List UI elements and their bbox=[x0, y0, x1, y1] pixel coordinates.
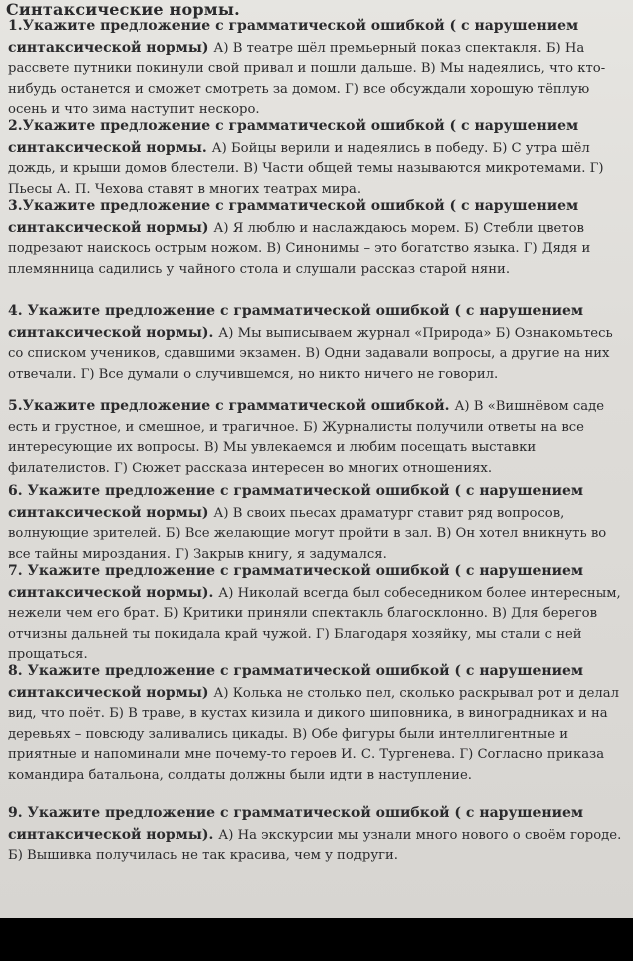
bottom-black-bar bbox=[0, 918, 633, 961]
task-answers: А) Бойцы верили и надеялись в победу. Б) С утра шёл дождь, и крыши домов блестели. В) Части общей темы называются микротемами. Г) Пьесы А. П. Чехова ставят в многих театрах мира. bbox=[8, 140, 604, 197]
task-question: 7. Укажите предложение с грамматической ошибкой ( с нарушением синтаксической нормы). bbox=[8, 563, 584, 601]
task-question: 1.Укажите предложение с грамматической ошибкой ( с нарушением синтаксической нормы) bbox=[8, 18, 579, 56]
task-answers: А) Я люблю и наслаждаюсь морем. Б) Стебли цветов подрезают наискось острым ножом. В) Синонимы – это богатство языка. Г) Дядя и племянница садились у чайного стола и слушали рассказ старой няни. bbox=[8, 220, 591, 277]
task-answers: А) Николай всегда был собеседником более интересным, нежели чем его брат. Б) Критики приняли спектакль благосклонно. В) Для берегов отчизны дальней ты покидала край чужой. Г) Благодаря хозяйку, мы стали с ней прощаться. bbox=[8, 585, 621, 662]
page-title: Синтаксические нормы. bbox=[6, 0, 240, 19]
task-question: 6. Укажите предложение с грамматической ошибкой ( с нарушением синтаксической нормы) bbox=[8, 483, 584, 521]
task-answers: А) В своих пьесах драматург ставит ряд вопросов, волнующие зрителей. Б) Все желающие могут пройти в зал. В) Он хотел вникнуть во все тайны мироздания. Г) Закрыв книгу, я задумался. bbox=[8, 505, 607, 562]
task-6 bbox=[8, 481, 628, 565]
task-answers: А) В «Вишнёвом саде есть и грустное, и смешное, и трагичное. Б) Журналисты получили ответы на все интересующие их вопросы. В) Мы увлекаемся и любим посещать выставки филателистов. Г) Сюжет рассказа интересен во многих отношениях. bbox=[8, 399, 605, 476]
task-question: 8. Укажите предложение с грамматической ошибкой ( с нарушением синтаксической нормы) bbox=[8, 663, 584, 701]
task-question: 2.Укажите предложение с грамматической ошибкой ( с нарушением синтаксической нормы. bbox=[8, 118, 579, 156]
task-answers: А) На экскурсии мы узнали много нового о своём городе. Б) Вышивка получилась не так красива, чем у подруги. bbox=[8, 827, 622, 863]
task-question: 9. Укажите предложение с грамматической ошибкой ( с нарушением синтаксической нормы). bbox=[8, 805, 584, 843]
task-question: 5.Укажите предложение с грамматической ошибкой. bbox=[8, 398, 455, 414]
task-answers: А) Мы выписываем журнал «Природа» Б) Ознакомьтесь со списком учеников, сдавшими экзамен. В) Одни задавали вопросы, а другие на них отвечали. Г) Все думали о случившемся, но никто ничего не говорил. bbox=[8, 325, 613, 382]
task-3 bbox=[8, 196, 628, 280]
task-4 bbox=[8, 301, 628, 385]
task-1 bbox=[8, 16, 628, 121]
task-answers: А) Колька не столько пел, сколько раскрывал рот и делал вид, что поёт. Б) В траве, в кустах кизила и дикого шиповника, в виноградниках и на деревьях – повсюду заливались цикады. В) Обе фигуры были интеллигентные и приятные и напоминали мне почему-то героев И. С. Тургенева. Г) Согласно приказа командира батальона, солдаты должны были идти в наступление. bbox=[8, 685, 620, 783]
task-2 bbox=[8, 116, 628, 200]
task-7 bbox=[8, 561, 628, 666]
task-question: 4. Укажите предложение с грамматической ошибкой ( с нарушением синтаксической нормы). bbox=[8, 303, 584, 341]
task-question: 3.Укажите предложение с грамматической ошибкой ( с нарушением синтаксической нормы) bbox=[8, 198, 579, 236]
task-5 bbox=[8, 396, 628, 479]
task-9 bbox=[8, 803, 628, 867]
task-8 bbox=[8, 661, 628, 786]
task-answers: А) В театре шёл премьерный показ спектакля. Б) На рассвете путники покинули свой привал и пошли дальше. В) Мы надеялись, что кто-нибудь останется и сможет смотреть за домом. Г) все обсуждали хорошую тёплую осень и что зима наступит нескоро. bbox=[8, 40, 606, 117]
